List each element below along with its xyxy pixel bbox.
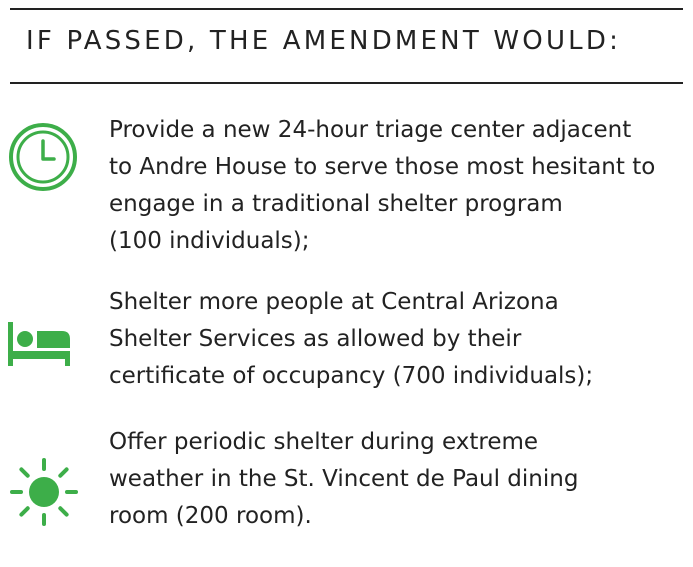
bottom-rule [10,82,683,84]
item-description [109,424,684,535]
item-description [109,284,684,395]
item-line: Shelter more people at Central Arizona [109,289,559,315]
item-line: Shelter Services as allowed by their [109,326,522,352]
item-line: room (200 room). [109,503,312,529]
bed-icon [8,320,74,372]
item-line: Offer periodic shelter during extreme [109,429,539,455]
item-line: certificate of occupancy (700 individuals); [109,363,594,389]
item-line: engage in a traditional shelter program [109,191,563,217]
item-line: to Andre House to serve those most hesitant to [109,154,656,180]
clock-icon [8,122,78,196]
item-description [109,112,684,260]
item-line: Provide a new 24-hour triage center adjacent [109,117,632,143]
item-line: (100 individuals); [109,228,310,254]
top-rule [10,8,683,10]
section-title: IF PASSED, THE AMENDMENT WOULD: [26,26,622,56]
item-line: weather in the St. Vincent de Paul dining [109,466,579,492]
sun-icon [8,456,80,532]
